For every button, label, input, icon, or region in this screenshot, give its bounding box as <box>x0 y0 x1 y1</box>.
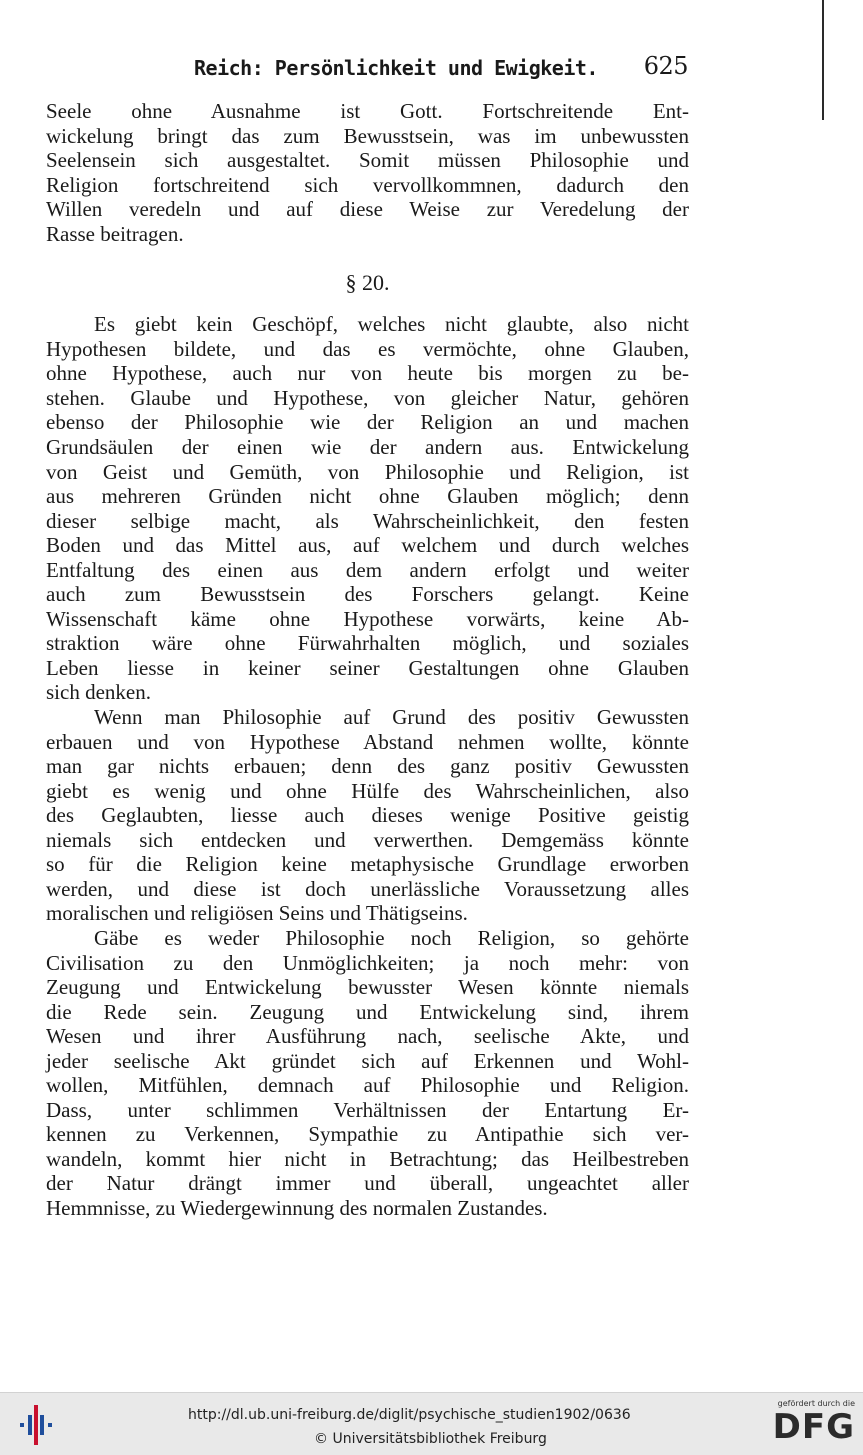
body-text <box>46 99 689 1221</box>
text-line: stehen. Glaube und Hypothese, von gleicher Natur, gehören <box>46 385 689 410</box>
text-line: dieser selbige macht, als Wahrscheinlichkeit, den festen <box>46 508 689 533</box>
scan-edge-line <box>822 0 824 120</box>
paragraph-4 <box>46 926 689 1221</box>
text-line: Gäbe es weder Philosophie noch Religion, so gehörte <box>94 925 689 950</box>
text-line: wickelung bringt das zum Bewusstsein, was im unbewussten <box>46 123 689 148</box>
text-line: niemals sich entdecken und verwerthen. Demgemäss könnte <box>46 827 689 852</box>
text-line: giebt es wenig und ohne Hülfe des Wahrscheinlichen, also <box>46 778 689 803</box>
text-line: sich denken. <box>46 680 151 705</box>
dfg-logo <box>761 1399 855 1451</box>
text-line: Wissenschaft käme ohne Hypothese vorwärts, keine Ab- <box>46 606 689 631</box>
text-line: Wenn man Philosophie auf Grund des positiv Gewussten <box>94 705 689 730</box>
paragraph-2 <box>46 312 689 705</box>
text-line: Seelensein sich ausgestaltet. Somit müssen Philosophie und <box>46 148 689 173</box>
text-line: erbauen und von Hypothese Abstand nehmen wollte, könnte <box>46 729 689 754</box>
text-line: auch zum Bewusstsein des Forschers gelangt. Keine <box>46 582 689 607</box>
text-line: so für die Religion keine metaphysische Grundlage erworben <box>46 852 689 877</box>
text-line: aus mehreren Gründen nicht ohne Glauben möglich; denn <box>46 484 689 509</box>
text-line: Grundsäulen der einen wie der andern aus. Entwickelung <box>46 435 689 460</box>
paragraph-3 <box>46 705 689 926</box>
section-heading: § 20. <box>345 270 390 296</box>
text-line: Willen veredeln und auf diese Weise zur Veredelung der <box>46 197 689 222</box>
text-line: moralischen und religiösen Seins und Thätigseins. <box>46 901 468 926</box>
text-line: ebenso der Philosophie wie der Religion an und machen <box>46 410 689 435</box>
page-url[interactable]: http://dl.ub.uni-freiburg.de/diglit/psychische_studien1902/0636 <box>188 1407 631 1423</box>
page-number: 625 <box>643 52 688 80</box>
text-line: straktion wäre ohne Fürwahrhalten möglich, und soziales <box>46 631 689 656</box>
text-line: Zeugung und Entwickelung bewusster Wesen könnte niemals <box>46 975 689 1000</box>
text-line: wandeln, kommt hier nicht in Betrachtung; das Heilbestreben <box>46 1146 689 1171</box>
copyright-notice: © Universitätsbibliothek Freiburg <box>314 1431 547 1447</box>
dfg-funded-by: gefördert durch die <box>777 1399 855 1408</box>
running-title: Reich: Persönlichkeit und Ewigkeit. <box>194 56 598 80</box>
text-line: die Rede sein. Zeugung und Entwickelung sind, ihrem <box>46 999 689 1024</box>
text-line: Wesen und ihrer Ausführung nach, seelische Akte, und <box>46 1024 689 1049</box>
text-line: man gar nichts erbauen; denn des ganz positiv Gewussten <box>46 754 689 779</box>
digital-library-logo-icon <box>18 1403 54 1447</box>
text-line: Leben liesse in keiner seiner Gestaltungen ohne Glauben <box>46 655 689 680</box>
text-line: des Geglaubten, liesse auch dieses wenige Positive geistig <box>46 803 689 828</box>
text-line: von Geist und Gemüth, von Philosophie und Religion, ist <box>46 459 689 484</box>
text-line: Civilisation zu den Unmöglichkeiten; ja noch mehr: von <box>46 950 689 975</box>
text-line: der Natur drängt immer und überall, ungeachtet aller <box>46 1171 689 1196</box>
text-line: Rasse beitragen. <box>46 221 184 246</box>
text-line: kennen zu Verkennen, Sympathie zu Antipathie sich ver- <box>46 1122 689 1147</box>
text-line: Religion fortschreitend sich vervollkommnen, dadurch den <box>46 172 689 197</box>
text-line: Hypothesen bildete, und das es vermöchte, ohne Glauben, <box>46 336 689 361</box>
text-line: Hemmnisse, zu Wiedergewinnung des normalen Zustandes. <box>46 1195 548 1220</box>
text-line: Entfaltung des einen aus dem andern erfolgt und weiter <box>46 557 689 582</box>
dfg-logo-text: DFG <box>772 1407 855 1447</box>
running-head <box>46 52 688 82</box>
text-line: Boden und das Mittel aus, auf welchem und durch welches <box>46 533 689 558</box>
text-line: Dass, unter schlimmen Verhältnissen der Entartung Er- <box>46 1097 689 1122</box>
text-line: wollen, Mitfühlen, demnach auf Philosophie und Religion. <box>46 1073 689 1098</box>
viewer-footer <box>0 1392 863 1455</box>
text-line: ohne Hypothese, auch nur von heute bis morgen zu be- <box>46 361 689 386</box>
text-line: jeder seelische Akt gründet sich auf Erkennen und Wohl- <box>46 1048 689 1073</box>
text-line: werden, und diese ist doch unerlässliche Voraussetzung alles <box>46 876 689 901</box>
paragraph-1 <box>46 99 689 246</box>
text-line: Seele ohne Ausnahme ist Gott. Fortschreitende Ent- <box>46 99 689 123</box>
text-line: Es giebt kein Geschöpf, welches nicht glaubte, also nicht <box>94 312 689 337</box>
